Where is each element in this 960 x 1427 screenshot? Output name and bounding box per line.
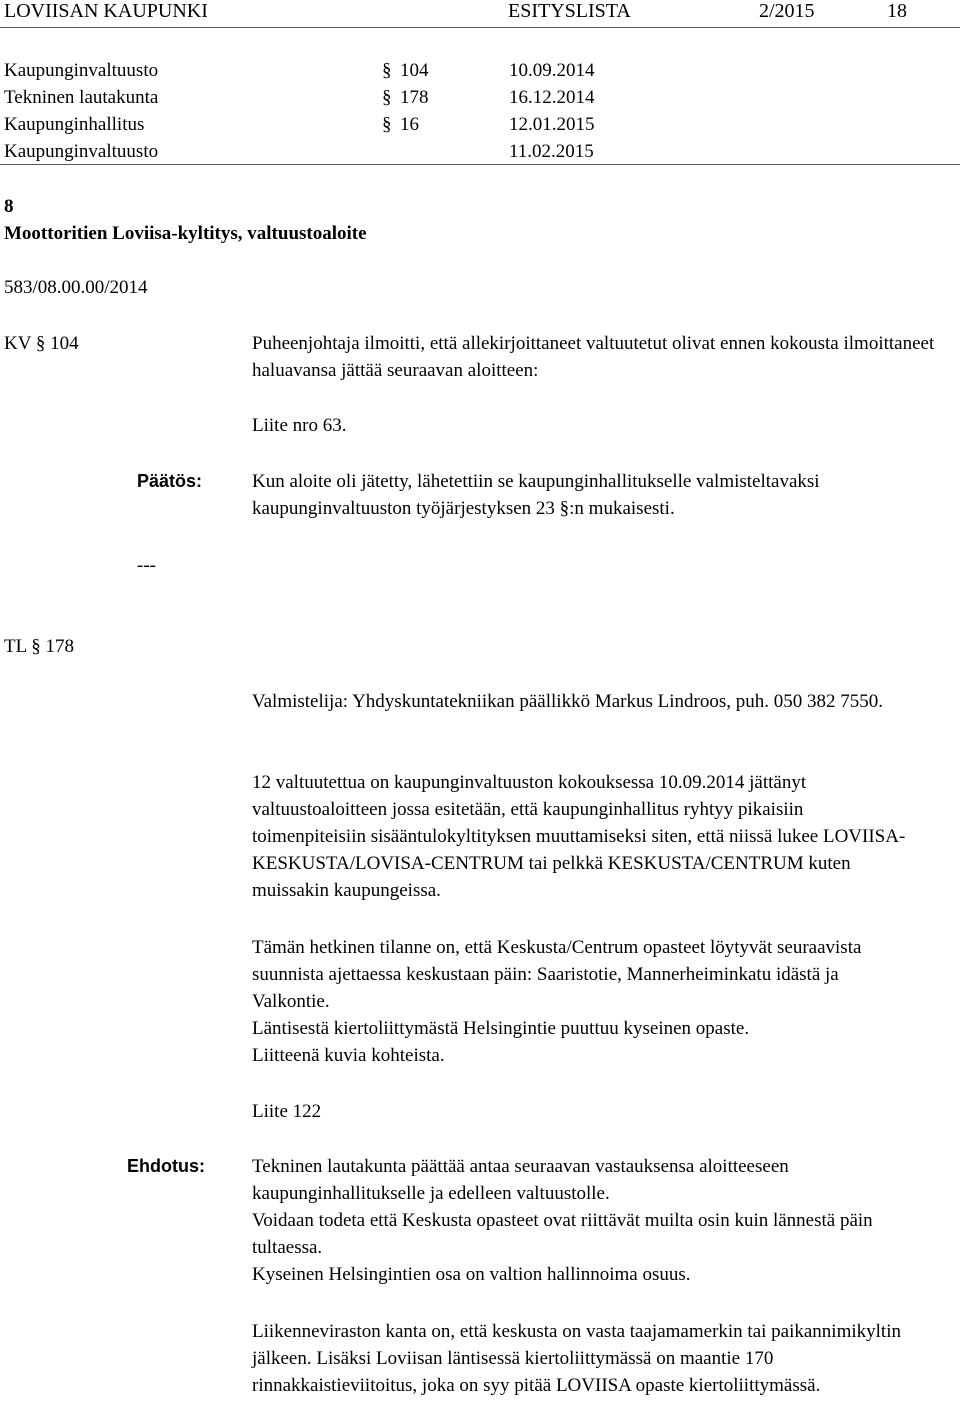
section-separator: --- <box>137 555 156 576</box>
missing-sign-text: Läntisestä kiertoliittymästä Helsingintie puuttuu kyseinen opaste. <box>252 1018 750 1039</box>
history-rule <box>0 164 960 165</box>
org-name: LOVIISAN KAUPUNKI <box>4 0 208 22</box>
traffic-agency-paragraph: Liikenneviraston kanta on, että keskusta on vasta taajamamerkin tai paikannimikyltin jälkeen. Lisäksi Loviisan läntisessä kiertoliittymässä on maantie 170 rinnakkaistieviitoitus, joka on syy pitää LOVIISA opaste kiertoliittymässä. <box>252 1321 901 1396</box>
history-body: Kaupunginvaltuusto <box>4 60 159 81</box>
history-number: 178 <box>400 87 429 108</box>
attachment-note: Liitteenä kuvia kohteista. <box>252 1045 445 1066</box>
preparer-text: Valmistelija: Yhdyskuntatekniikan päällikkö Markus Lindroos, puh. 050 382 7550. <box>252 691 883 712</box>
header-rule <box>0 27 960 28</box>
section-sign: § <box>382 87 392 108</box>
history-date: 12.01.2015 <box>509 114 595 135</box>
item-title: Moottoritien Loviisa-kyltitys, valtuustoaloite <box>4 223 367 244</box>
tl-section-label: TL § 178 <box>4 636 75 657</box>
section-sign: § <box>382 60 392 81</box>
history-date: 11.02.2015 <box>509 141 594 162</box>
history-date: 10.09.2014 <box>509 60 595 81</box>
history-number: 16 <box>400 114 419 135</box>
proposal-line: Voidaan todeta että Keskusta opasteet ovat riittävät muilta osin kuin lännestä päin tultaessa. <box>252 1210 873 1258</box>
item-number: 8 <box>4 196 14 217</box>
tl-attachment: Liite 122 <box>252 1101 322 1122</box>
decision-text: Kun aloite oli jätetty, lähetettiin se kaupunginhallitukselle valmisteltavaksi kaupunginvaltuuston työjärjestyksen 23 §:n mukaisesti. <box>252 471 820 519</box>
proposal-label: Ehdotus: <box>127 1156 205 1176</box>
kv-section-label: KV § 104 <box>4 333 79 354</box>
history-date: 16.12.2014 <box>509 87 595 108</box>
kv-attachment: Liite nro 63. <box>252 415 347 436</box>
kv-intro-text: Puheenjohtaja ilmoitti, että allekirjoittaneet valtuutetut olivat ennen kokousta ilmoittaneet haluavansa jättää seuraavan aloitteen: <box>252 333 935 381</box>
proposal-line: Tekninen lautakunta päättää antaa seuraavan vastauksensa aloitteeseen kaupunginhallitukselle ja edelleen valtuustolle. <box>252 1156 789 1204</box>
current-situation-text: Tämän hetkinen tilanne on, että Keskusta/Centrum opasteet löytyvät seuraavista suunnista ajettaessa keskustaan päin: Saaristotie, Mannerheiminkatu idästä ja Valkontie. <box>252 937 862 1012</box>
section-sign: § <box>382 114 392 135</box>
initiative-paragraph: 12 valtuutettua on kaupunginvaltuuston kokouksessa 10.09.2014 jättänyt valtuustoaloitteen jossa esitetään, että kaupunginhallitus ryhtyy pikaisiin toimenpiteisiin sisääntulokyltityksen muuttamiseksi siten, että niissä lukee LOVIISA-KESKUSTA/LOVISA-CENTRUM tai pelkkä KESKUSTA/CENTRUM kuten muissakin kaupungeissa. <box>252 772 906 901</box>
proposal-line: Kyseinen Helsingintien osa on valtion hallinnoima osuus. <box>252 1264 691 1285</box>
document-type: ESITYSLISTA <box>508 0 631 22</box>
issue-number: 2/2015 <box>759 0 815 22</box>
history-body: Kaupunginhallitus <box>4 114 145 135</box>
history-body: Tekninen lautakunta <box>4 87 159 108</box>
proposal-text <box>252 1153 932 1288</box>
item-reference: 583/08.00.00/2014 <box>4 277 148 298</box>
history-body: Kaupunginvaltuusto <box>4 141 159 162</box>
history-number: 104 <box>400 60 429 81</box>
current-situation-paragraph <box>252 934 892 1069</box>
page-number: 18 <box>887 0 907 22</box>
decision-label: Päätös: <box>137 471 203 491</box>
